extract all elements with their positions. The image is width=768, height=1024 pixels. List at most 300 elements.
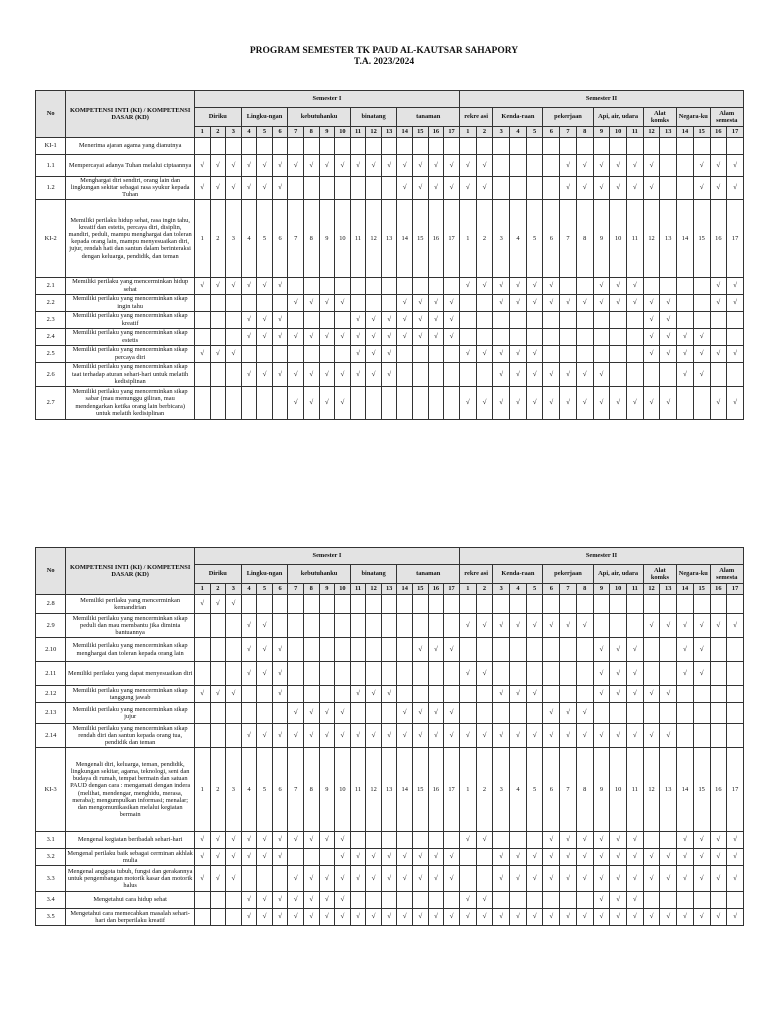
week-cell [677, 294, 694, 311]
week-cell [226, 638, 242, 662]
week-number-header: 6 [543, 584, 560, 595]
table-row [36, 199, 744, 277]
check-mark-cell: √ [626, 892, 643, 909]
check-mark-cell: √ [727, 832, 744, 849]
week-cell [257, 345, 273, 362]
check-mark-cell: √ [710, 386, 727, 419]
week-cell [241, 595, 257, 614]
check-mark-cell: √ [303, 362, 319, 386]
check-mark-cell: √ [319, 832, 335, 849]
row-number: 2.9 [36, 614, 66, 638]
table-row [36, 638, 744, 662]
row-number: 2.10 [36, 638, 66, 662]
check-mark-cell: √ [693, 849, 710, 866]
week-cell [543, 662, 560, 686]
week-cell [350, 294, 366, 311]
week-cell [493, 638, 510, 662]
check-mark-cell: √ [526, 686, 543, 703]
check-mark-cell: √ [413, 155, 429, 177]
week-number-header: 5 [257, 127, 273, 138]
check-mark-cell: √ [710, 177, 727, 200]
check-mark-cell: √ [727, 155, 744, 177]
theme-header: Lingku-ngan [241, 565, 288, 584]
row-number: 1.1 [36, 155, 66, 177]
week-cell [428, 832, 444, 849]
week-cell [257, 686, 273, 703]
check-mark-cell: √ [710, 345, 727, 362]
check-mark-cell: √ [272, 662, 288, 686]
check-mark-cell: √ [381, 866, 397, 892]
week-cell [194, 138, 210, 155]
week-cell [226, 892, 242, 909]
check-mark-cell: √ [610, 177, 627, 200]
week-number-header: 8 [576, 127, 593, 138]
week-number-header: 1 [459, 584, 476, 595]
row-number: 2.2 [36, 294, 66, 311]
week-cell [241, 345, 257, 362]
week-cell [610, 362, 627, 386]
theme-header: rekre asi [459, 565, 492, 584]
week-cell [543, 686, 560, 703]
week-cell [444, 138, 460, 155]
check-mark-cell: √ [626, 686, 643, 703]
week-cell [693, 138, 710, 155]
week-cell [319, 662, 335, 686]
check-mark-cell: √ [335, 362, 351, 386]
week-number-header: 6 [543, 127, 560, 138]
check-mark-cell: √ [257, 328, 273, 345]
check-mark-cell: √ [727, 614, 744, 638]
week-number-cell: 17 [727, 748, 744, 832]
check-mark-cell: √ [319, 386, 335, 419]
week-cell [677, 595, 694, 614]
check-mark-cell: √ [350, 362, 366, 386]
check-mark-cell: √ [413, 724, 429, 748]
check-mark-cell: √ [366, 686, 382, 703]
competency-description: Menghargai diri sendiri, orang lain dan lingkungan sekitar sebagai rasa syukur kepada Tuhan [66, 177, 195, 200]
week-cell [303, 662, 319, 686]
week-cell [459, 328, 476, 345]
week-cell [444, 345, 460, 362]
check-mark-cell: √ [226, 177, 242, 200]
check-mark-cell: √ [397, 703, 413, 724]
week-number-header: 15 [413, 127, 429, 138]
week-number-header: 17 [444, 127, 460, 138]
check-mark-cell: √ [335, 909, 351, 926]
check-mark-cell: √ [288, 866, 304, 892]
check-mark-cell: √ [476, 832, 493, 849]
week-cell [660, 638, 677, 662]
week-cell [381, 614, 397, 638]
week-cell [397, 614, 413, 638]
check-mark-cell: √ [727, 386, 744, 419]
check-mark-cell: √ [272, 724, 288, 748]
week-cell [710, 638, 727, 662]
check-mark-cell: √ [319, 866, 335, 892]
week-number-cell: 9 [593, 748, 610, 832]
week-cell [510, 595, 527, 614]
check-mark-cell: √ [610, 386, 627, 419]
week-cell [335, 614, 351, 638]
week-cell [350, 832, 366, 849]
check-mark-cell: √ [303, 703, 319, 724]
week-cell [560, 662, 577, 686]
week-number-header: 3 [226, 584, 242, 595]
row-number: KI-2 [36, 199, 66, 277]
week-number-cell: 3 [226, 199, 242, 277]
week-cell [693, 703, 710, 724]
week-cell [459, 703, 476, 724]
week-number-header: 15 [413, 584, 429, 595]
week-number-cell: 2 [476, 199, 493, 277]
check-mark-cell: √ [226, 686, 242, 703]
check-mark-cell: √ [710, 849, 727, 866]
week-cell [493, 832, 510, 849]
check-mark-cell: √ [543, 909, 560, 926]
check-mark-cell: √ [194, 832, 210, 849]
check-mark-cell: √ [381, 362, 397, 386]
check-mark-cell: √ [476, 345, 493, 362]
check-mark-cell: √ [428, 724, 444, 748]
check-mark-cell: √ [476, 386, 493, 419]
check-mark-cell: √ [626, 155, 643, 177]
check-mark-cell: √ [335, 849, 351, 866]
table-row [36, 277, 744, 294]
check-mark-cell: √ [660, 909, 677, 926]
check-mark-cell: √ [660, 849, 677, 866]
check-mark-cell: √ [610, 294, 627, 311]
check-mark-cell: √ [428, 638, 444, 662]
check-mark-cell: √ [476, 724, 493, 748]
week-cell [210, 662, 226, 686]
week-cell [226, 909, 242, 926]
check-mark-cell: √ [288, 832, 304, 849]
week-number-cell: 4 [510, 748, 527, 832]
week-cell [303, 849, 319, 866]
week-cell [510, 832, 527, 849]
check-mark-cell: √ [526, 866, 543, 892]
week-cell [303, 595, 319, 614]
check-mark-cell: √ [727, 909, 744, 926]
check-mark-cell: √ [510, 849, 527, 866]
check-mark-cell: √ [241, 849, 257, 866]
week-cell [397, 345, 413, 362]
check-mark-cell: √ [510, 614, 527, 638]
week-number-cell: 13 [381, 748, 397, 832]
week-number-cell: 17 [727, 199, 744, 277]
week-cell [677, 277, 694, 294]
week-cell [194, 703, 210, 724]
week-number-cell: 15 [693, 199, 710, 277]
check-mark-cell: √ [257, 662, 273, 686]
week-cell [241, 294, 257, 311]
week-number-header: 14 [677, 127, 694, 138]
week-cell [727, 362, 744, 386]
week-cell [428, 362, 444, 386]
check-mark-cell: √ [560, 909, 577, 926]
week-number-header: 8 [576, 584, 593, 595]
check-mark-cell: √ [444, 703, 460, 724]
week-cell [288, 614, 304, 638]
check-mark-cell: √ [610, 662, 627, 686]
check-mark-cell: √ [493, 345, 510, 362]
week-cell [727, 662, 744, 686]
week-cell [350, 595, 366, 614]
table-row [36, 311, 744, 328]
week-cell [413, 892, 429, 909]
week-number-cell: 3 [493, 748, 510, 832]
check-mark-cell: √ [350, 345, 366, 362]
check-mark-cell: √ [593, 386, 610, 419]
week-cell [288, 311, 304, 328]
week-cell [428, 662, 444, 686]
week-number-header: 12 [366, 127, 382, 138]
check-mark-cell: √ [610, 892, 627, 909]
week-cell [397, 362, 413, 386]
week-cell [444, 832, 460, 849]
week-cell [727, 686, 744, 703]
check-mark-cell: √ [626, 177, 643, 200]
check-mark-cell: √ [381, 155, 397, 177]
week-cell [476, 686, 493, 703]
week-number-cell: 17 [444, 199, 460, 277]
week-cell [366, 294, 382, 311]
row-number: 2.13 [36, 703, 66, 724]
check-mark-cell: √ [194, 849, 210, 866]
check-mark-cell: √ [476, 614, 493, 638]
check-mark-cell: √ [381, 311, 397, 328]
check-mark-cell: √ [660, 686, 677, 703]
competency-description: Memiliki perilaku yang mencerminkan sikap peduli dan mau membantu jika diminta bantuannya [66, 614, 195, 638]
check-mark-cell: √ [626, 849, 643, 866]
week-number-header: 2 [476, 127, 493, 138]
theme-header: Api, air, udara [593, 108, 643, 127]
week-cell [366, 277, 382, 294]
check-mark-cell: √ [643, 614, 660, 638]
theme-header: Kenda-raan [493, 565, 543, 584]
week-cell [727, 638, 744, 662]
week-cell [643, 595, 660, 614]
check-mark-cell: √ [272, 311, 288, 328]
week-cell [397, 638, 413, 662]
week-cell [727, 892, 744, 909]
check-mark-cell: √ [459, 662, 476, 686]
check-mark-cell: √ [593, 362, 610, 386]
week-cell [319, 686, 335, 703]
week-number-header: 8 [303, 127, 319, 138]
week-number-header: 15 [693, 584, 710, 595]
week-cell [526, 328, 543, 345]
theme-header: Diriku [194, 108, 241, 127]
check-mark-cell: √ [727, 294, 744, 311]
check-mark-cell: √ [693, 328, 710, 345]
week-cell [560, 328, 577, 345]
check-mark-cell: √ [335, 328, 351, 345]
check-mark-cell: √ [543, 614, 560, 638]
week-cell [288, 345, 304, 362]
week-cell [335, 277, 351, 294]
week-cell [288, 686, 304, 703]
check-mark-cell: √ [272, 177, 288, 200]
check-mark-cell: √ [272, 155, 288, 177]
theme-header: kebutuhanku [288, 565, 350, 584]
check-mark-cell: √ [381, 686, 397, 703]
check-mark-cell: √ [660, 866, 677, 892]
check-mark-cell: √ [272, 638, 288, 662]
semester-program-table-2 [35, 547, 744, 926]
check-mark-cell: √ [303, 328, 319, 345]
week-number-cell: 6 [543, 748, 560, 832]
check-mark-cell: √ [493, 686, 510, 703]
week-cell [493, 155, 510, 177]
check-mark-cell: √ [693, 832, 710, 849]
theme-header: Alam semesta [710, 108, 744, 127]
week-cell [526, 595, 543, 614]
check-mark-cell: √ [303, 724, 319, 748]
week-cell [459, 849, 476, 866]
check-mark-cell: √ [303, 892, 319, 909]
week-cell [272, 294, 288, 311]
week-cell [319, 345, 335, 362]
week-number-header: 10 [335, 127, 351, 138]
check-mark-cell: √ [366, 362, 382, 386]
week-cell [257, 703, 273, 724]
week-cell [413, 362, 429, 386]
week-cell [241, 686, 257, 703]
week-number-header: 10 [610, 127, 627, 138]
check-mark-cell: √ [210, 595, 226, 614]
week-cell [194, 638, 210, 662]
check-mark-cell: √ [413, 703, 429, 724]
check-mark-cell: √ [643, 386, 660, 419]
week-cell [194, 386, 210, 419]
check-mark-cell: √ [560, 386, 577, 419]
week-number-cell: 2 [476, 748, 493, 832]
check-mark-cell: √ [660, 328, 677, 345]
week-cell [428, 686, 444, 703]
week-number-header: 3 [226, 127, 242, 138]
week-cell [459, 294, 476, 311]
week-cell [727, 328, 744, 345]
check-mark-cell: √ [493, 909, 510, 926]
week-number-header: 16 [710, 584, 727, 595]
check-mark-cell: √ [210, 277, 226, 294]
week-cell [428, 595, 444, 614]
week-cell [210, 638, 226, 662]
theme-header: Api, air, udara [593, 565, 643, 584]
week-cell [610, 328, 627, 345]
check-mark-cell: √ [643, 866, 660, 892]
week-cell [226, 328, 242, 345]
check-mark-cell: √ [476, 155, 493, 177]
week-cell [660, 177, 677, 200]
competency-description: Mengenali diri, keluarga, teman, pendidik, lingkungan sekitar, agama, teknologi, seni dan budaya di rumah, tempat bermain dan satuan PAUD dengan cara : mengamati dengan indera (melihat, mendengar, menghidu, merasa, meraba); mengumpulkan informasi; menalar; dan mengomunikasikan melalui kegiatan bermain [66, 748, 195, 832]
check-mark-cell: √ [444, 311, 460, 328]
week-cell [693, 686, 710, 703]
week-cell [303, 138, 319, 155]
check-mark-cell: √ [444, 638, 460, 662]
week-number-header: 4 [510, 584, 527, 595]
check-mark-cell: √ [526, 345, 543, 362]
week-cell [660, 832, 677, 849]
week-cell [366, 703, 382, 724]
week-cell [366, 614, 382, 638]
week-cell [257, 595, 273, 614]
check-mark-cell: √ [303, 832, 319, 849]
competency-description: Memiliki perilaku yang mencerminkan sikap tanggung jawab [66, 686, 195, 703]
week-cell [710, 595, 727, 614]
table-row [36, 595, 744, 614]
week-cell [350, 638, 366, 662]
week-cell [543, 595, 560, 614]
competency-description: Mempercayai adanya Tuhan melalui ciptaannya [66, 155, 195, 177]
week-cell [226, 614, 242, 638]
week-cell [660, 155, 677, 177]
theme-header: Alat komks [643, 108, 676, 127]
table-row [36, 909, 744, 926]
week-cell [526, 177, 543, 200]
check-mark-cell: √ [335, 866, 351, 892]
week-number-header: 4 [241, 584, 257, 595]
check-mark-cell: √ [257, 849, 273, 866]
check-mark-cell: √ [576, 849, 593, 866]
week-cell [660, 595, 677, 614]
week-cell [397, 138, 413, 155]
check-mark-cell: √ [366, 866, 382, 892]
theme-header: pekerjaan [543, 108, 593, 127]
week-cell [476, 849, 493, 866]
check-mark-cell: √ [272, 832, 288, 849]
check-mark-cell: √ [510, 345, 527, 362]
check-mark-cell: √ [476, 909, 493, 926]
check-mark-cell: √ [366, 849, 382, 866]
check-mark-cell: √ [493, 277, 510, 294]
competency-description: Mengenal anggota tubuh, fungsi dan gerakannya untuk pengembangan motorik kasar dan motorik halus [66, 866, 195, 892]
week-cell [677, 138, 694, 155]
week-cell [660, 277, 677, 294]
week-cell [560, 686, 577, 703]
check-mark-cell: √ [459, 277, 476, 294]
week-cell [210, 386, 226, 419]
check-mark-cell: √ [643, 345, 660, 362]
week-cell [350, 277, 366, 294]
week-cell [366, 138, 382, 155]
week-number-header: 17 [727, 584, 744, 595]
week-number-header: 4 [510, 127, 527, 138]
week-cell [303, 614, 319, 638]
competency-description: Memiliki perilaku yang mencerminkan sikap sabar (mau menunggu giliran, mau mendengarkan ketika orang lain berbicara) untuk melatih kedisiplinan [66, 386, 195, 419]
week-cell [510, 138, 527, 155]
check-mark-cell: √ [350, 866, 366, 892]
check-mark-cell: √ [210, 177, 226, 200]
week-cell [226, 703, 242, 724]
check-mark-cell: √ [610, 277, 627, 294]
check-mark-cell: √ [626, 832, 643, 849]
check-mark-cell: √ [444, 724, 460, 748]
check-mark-cell: √ [413, 638, 429, 662]
check-mark-cell: √ [543, 866, 560, 892]
week-cell [444, 686, 460, 703]
week-cell [335, 662, 351, 686]
theme-header: pekerjaan [543, 565, 593, 584]
week-cell [593, 328, 610, 345]
check-mark-cell: √ [444, 177, 460, 200]
check-mark-cell: √ [272, 277, 288, 294]
week-cell [350, 703, 366, 724]
competency-description: Mengenal kegiatan beribadah sehari-hari [66, 832, 195, 849]
check-mark-cell: √ [660, 311, 677, 328]
week-cell [241, 703, 257, 724]
